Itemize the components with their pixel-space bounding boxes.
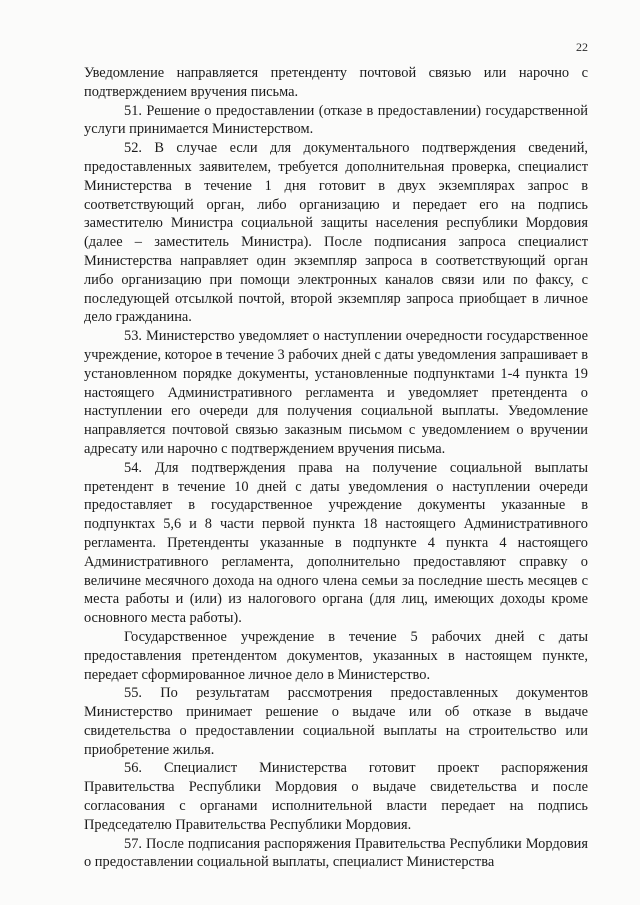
paragraph: 51. Решение о предоставлении (отказе в предоставлении) государственной услуги принимается Министерством. [84,102,588,138]
paragraph: 56. Специалист Министерства готовит проект распоряжения Правительства Республики Мордовия о выдаче свидетельства и после согласования с органами исполнительной власти передает на подпись Председателю Правительства Республики Мордовия. [84,760,588,833]
paragraph: 53. Министерство уведомляет о наступлении очередности государственное учреждение, которое в течение 3 рабочих дней с даты уведомления запрашивает в установленном порядке документы, установленные подпунктами 1-4 пункта 19 настоящего Административного регламента и уведомляет претендента о наступлении его очереди для получения социальной выплаты. Уведомление направляется почтовой связью заказным письмом с уведомлением о вручении адресату или нарочно с подтверждением вручения письма. [84,328,588,457]
paragraph: Уведомление направляется претенденту почтовой связью или нарочно с подтверждением вручения письма. [84,65,588,100]
document-body [84,64,588,872]
paragraph: 54. Для подтверждения права на получение социальной выплаты претендент в течение 10 дней с даты уведомления о наступлении очереди предоставляет в государственное учреждение документы указанные в подпунктах 5,6 и 8 части первой пункта 18 настоящего Административного регламента. Претенденты указанные в подпункте 4 пункта 4 настоящего Административного регламента, дополнительно предоставляют справку о величине месячного дохода на одного члена семьи за последние шесть месяцев с места работы и (или) из налогового органа (для лиц, имеющих доходы кроме основного места работы). [84,459,588,627]
paragraph: 57. После подписания распоряжения Правительства Республики Мордовия о предоставлении социальной выплаты, специалист Министерства [84,835,588,871]
paragraph: 52. В случае если для документального подтверждения сведений, предоставленных заявителем, требуется дополнительная проверка, специалист Министерства в течение 1 дня готовит в двух экземплярах запрос в соответствующий орган, либо организацию и передает его на подпись заместителю Министра социальной защиты населения республики Мордовия (далее – заместитель Министра). После подписания запроса специалист Министерства направляет один экземпляр запроса в соответствующий орган либо организацию при помощи электронных каналов связи или по факсу, с последующей отсылкой почтой, второй экземпляр запроса приобщает в личное дело гражданина. [84,140,588,326]
paragraph: 55. По результатам рассмотрения предоставленных документов Министерство принимает решение о выдаче или об отказе в выдаче свидетельства о предоставлении социальной выплаты на строительство или приобретение жилья. [84,685,588,758]
page-number: 22 [576,40,588,54]
paragraph: Государственное учреждение в течение 5 рабочих дней с даты предоставления претендентом документов, указанных в настоящем пункте, передает сформированное личное дело в Министерство. [84,628,588,683]
